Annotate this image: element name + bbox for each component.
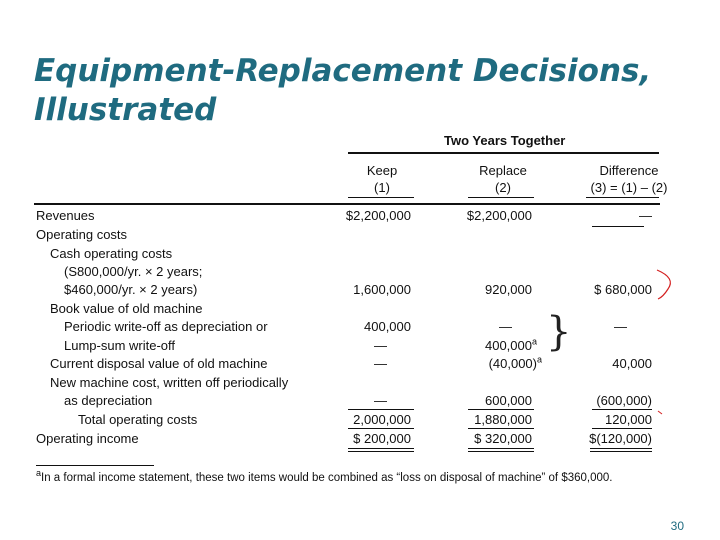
row-label: Total operating costs bbox=[78, 412, 198, 427]
replace-value: — bbox=[499, 319, 512, 334]
row-label: Book value of old machine bbox=[50, 301, 203, 316]
keep-value: — bbox=[374, 356, 387, 371]
keep-value: 1,600,000 bbox=[353, 282, 411, 297]
column-header-label: Replace bbox=[479, 163, 527, 178]
replace-amount: 400,000 bbox=[484, 338, 532, 353]
keep-value: — bbox=[374, 393, 387, 408]
row-label: Cash operating costs bbox=[50, 246, 173, 261]
difference-value: — bbox=[639, 208, 652, 223]
replace-value: $2,200,000 bbox=[466, 208, 532, 223]
difference-value: (600,000) bbox=[596, 393, 652, 408]
keep-value: $2,200,000 bbox=[345, 208, 411, 223]
keep-value: 400,000 bbox=[364, 319, 411, 334]
difference-value: — bbox=[614, 319, 627, 334]
page-number: 30 bbox=[670, 519, 684, 533]
row-label: as depreciation bbox=[64, 393, 153, 408]
row-label: Lump-sum write-off bbox=[64, 338, 176, 353]
difference-value: 40,000 bbox=[612, 356, 652, 371]
difference-value: $(120,000) bbox=[589, 431, 652, 446]
replace-value: 600,000 bbox=[485, 393, 532, 408]
column-header-number: (3) = (1) – (2) bbox=[590, 180, 668, 195]
column-header-label: Keep bbox=[366, 163, 398, 178]
row-label: Current disposal value of old machine bbox=[50, 356, 268, 371]
row-label: New machine cost, written off periodically bbox=[50, 375, 289, 390]
column-header-label: Difference bbox=[599, 163, 659, 178]
table-header-title: Two Years Together bbox=[444, 133, 566, 148]
red-tick-mark bbox=[658, 411, 662, 414]
red-bracket-mark bbox=[657, 270, 670, 299]
row-label: Revenues bbox=[36, 208, 95, 223]
column-header-number: (2) bbox=[495, 180, 511, 195]
row-label: Operating costs bbox=[36, 227, 128, 242]
keep-value: 2,000,000 bbox=[353, 412, 411, 427]
replace-amount: (40,000) bbox=[488, 356, 537, 371]
brace-mark: } bbox=[546, 309, 572, 355]
difference-value: 120,000 bbox=[605, 412, 652, 427]
row-label: Operating income bbox=[36, 431, 139, 446]
replace-value: $ 320,000 bbox=[474, 431, 532, 446]
replace-value: 1,880,000 bbox=[474, 412, 532, 427]
keep-value: — bbox=[374, 338, 387, 353]
keep-value: $ 200,000 bbox=[353, 431, 411, 446]
row-label: Periodic write-off as depreciation or bbox=[64, 319, 268, 334]
footnote-marker: a bbox=[531, 336, 537, 347]
column-header-number: (1) bbox=[374, 180, 390, 195]
footnote-marker: a bbox=[36, 468, 42, 479]
footnote-text: In a formal income statement, these two items would be combined as “loss on disposal of machine” of $360,000. bbox=[41, 472, 613, 484]
row-label: (S800,000/yr. × 2 years; bbox=[64, 264, 203, 279]
row-label: $460,000/yr. × 2 years) bbox=[64, 282, 198, 297]
replace-value: 920,000 bbox=[485, 282, 532, 297]
slide-title-line-2: Illustrated bbox=[34, 92, 217, 128]
slide-title-line-1: Equipment-Replacement Decisions, bbox=[34, 53, 652, 89]
footnote-marker: a bbox=[536, 354, 542, 365]
difference-value: $ 680,000 bbox=[594, 282, 652, 297]
